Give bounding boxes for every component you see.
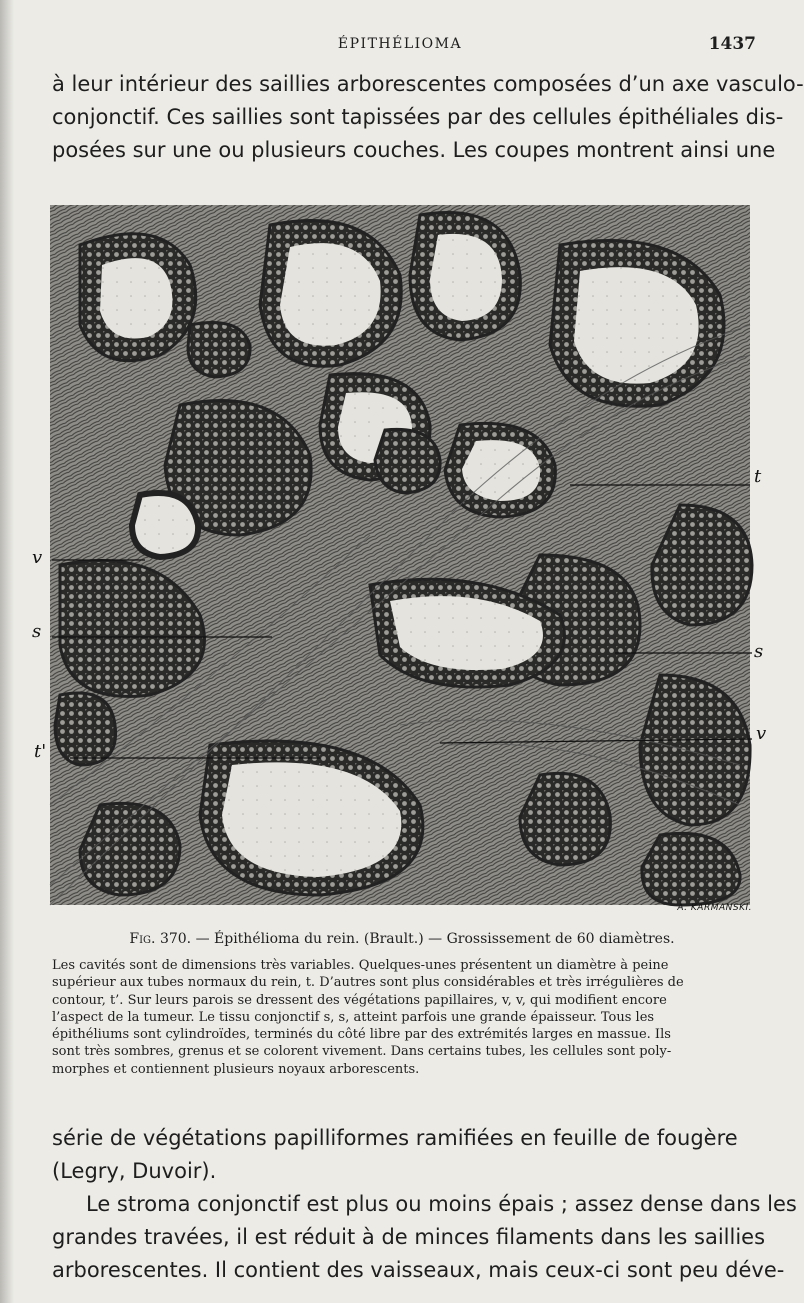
caption-text: — Épithélioma du rein. (Brault.) — Grossissement de 60 diamètres.	[191, 931, 675, 947]
bottom-paragraph	[52, 1122, 797, 1287]
page-edge-shadow	[0, 0, 14, 1303]
label-t-prime: t'	[34, 741, 47, 762]
figure-caption	[52, 931, 752, 947]
legend-line: Les cavités sont de dimensions très variables. Quelques-unes présentent un diamètre à peine	[52, 958, 669, 973]
label-v-right: v	[756, 723, 767, 744]
top-paragraph	[52, 68, 804, 167]
artist-signature: A. KARMANSKI.	[677, 903, 752, 913]
legend-line: contour, t’. Sur leurs parois se dressent des végétations papillaires, v, v, qui modifient encore	[52, 992, 667, 1008]
page-number: 1437	[708, 34, 756, 54]
figure-number: Fig. 370.	[129, 931, 192, 947]
text-line: Le stroma conjonctif est plus ou moins épais ; assez dense dans les	[86, 1192, 797, 1216]
running-head	[40, 34, 760, 58]
text-line: arborescentes. Il contient des vaisseaux, mais ceux-ci sont peu déve-	[52, 1258, 785, 1282]
legend-line: morphes et contiennent plusieurs noyaux arborescents.	[52, 1061, 420, 1077]
label-s-left: s	[32, 621, 42, 642]
text-line: (Legry, Duvoir).	[52, 1159, 217, 1183]
legend-line: l’aspect de la tumeur. Le tissu conjonctif s, s, atteint parfois une grande épaisseur. Tous les	[52, 1009, 655, 1025]
label-s-right: s	[754, 641, 764, 662]
figure-legend	[52, 957, 754, 1078]
label-t: t	[754, 466, 762, 487]
legend-line: sont très sombres, grenus et se colorent vivement. Dans certains tubes, les cellules sont poly-	[52, 1044, 672, 1060]
text-line: grandes travées, il est réduit à de minces filaments dans les saillies	[52, 1225, 766, 1249]
text-line: posées sur une ou plusieurs couches. Les coupes montrent ainsi une	[52, 138, 776, 162]
histology-illustration	[32, 205, 767, 920]
label-v-left: v	[32, 547, 43, 568]
histology-figure	[32, 205, 767, 920]
text-line: série de végétations papilliformes ramifiées en feuille de fougère	[52, 1126, 738, 1150]
legend-line: supérieur aux tubes normaux du rein, t. D’autres sont plus considérables et très irrégulières de	[52, 975, 684, 991]
text-line: conjonctif. Ces saillies sont tapissées par des cellules épithéliales dis-	[52, 105, 784, 129]
running-title: ÉPITHÉLIOMA	[337, 36, 463, 52]
legend-line: épithéliums sont cylindroïdes, terminés du côté libre par des extrémités larges en massue. Ils	[52, 1027, 671, 1043]
text-line: à leur intérieur des saillies arborescentes composées d’un axe vasculo-	[52, 72, 804, 96]
